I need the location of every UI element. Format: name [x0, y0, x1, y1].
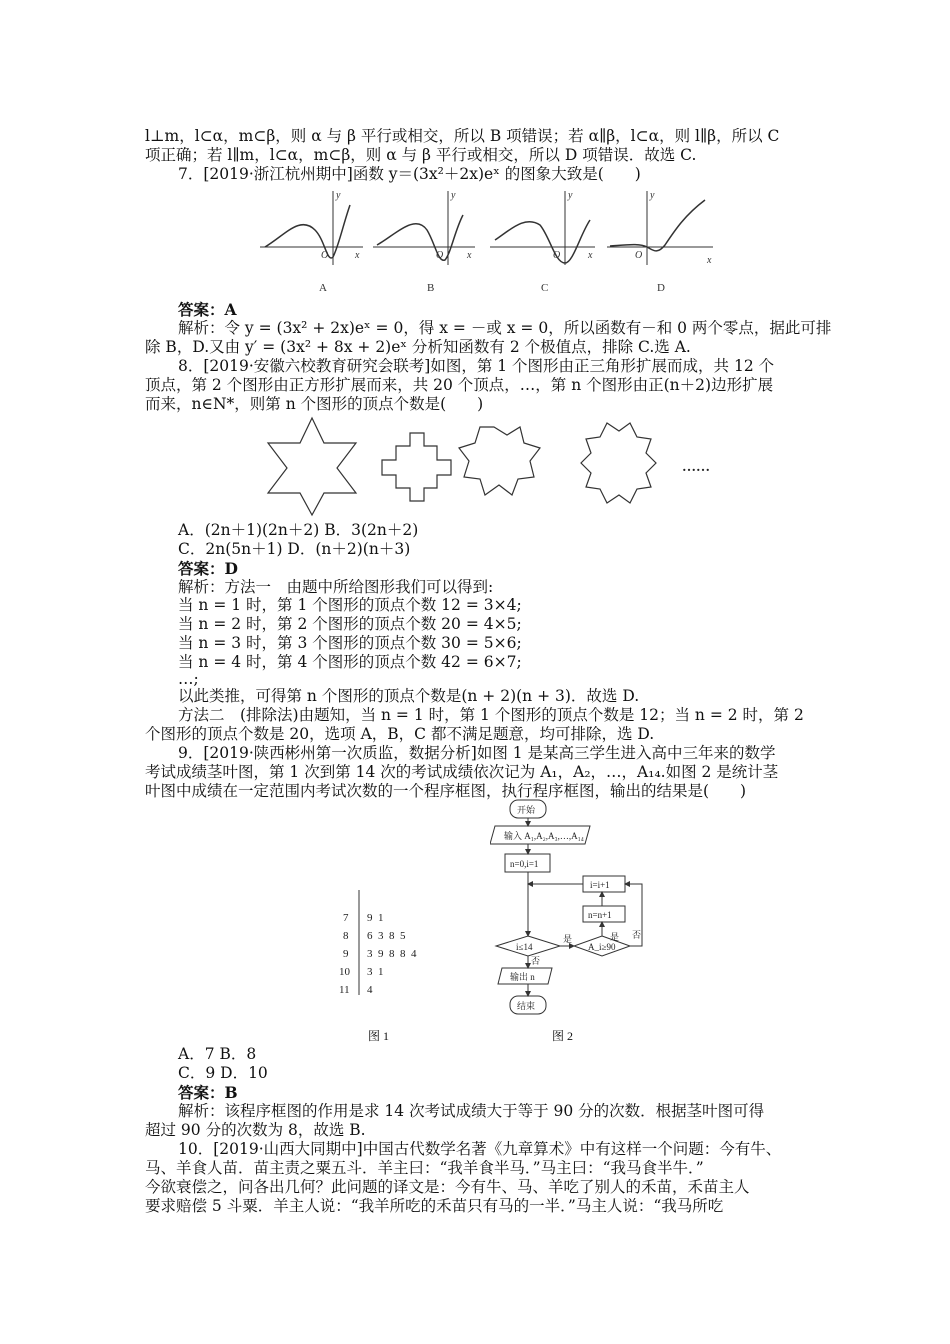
- svg-text:y: y: [650, 190, 655, 201]
- text-line: 除 B，D.又由 y′ = (3x² + 8x + 2)eˣ 分析知函数有 2 个极值点，排除 C.选 A.: [145, 338, 691, 356]
- ellipsis: ……: [682, 460, 710, 475]
- flow-init: n=0,i=1: [510, 859, 539, 869]
- text-line: l⊥m，l⊂α，m⊂β，则 α 与 β 平行或相交，所以 B 项错误；若 α∥β，l⊂α，则 l∥β，所以 C: [145, 127, 780, 145]
- text-line: 顶点，第 2 个图形由正方形扩展而来，共 20 个顶点，…，第 n 个图形由正(n＋2)边形扩展: [145, 376, 774, 394]
- flow-yes: 是: [563, 934, 573, 944]
- svg-text:y: y: [568, 190, 573, 201]
- leaves: 6 3 8 5: [367, 930, 406, 942]
- text-line: 解析：方法一 由题中所给图形我们可以得到:: [178, 578, 494, 596]
- text-line: 考试成绩茎叶图，第 1 次到第 14 次的考试成绩依次记为 A₁，A₂，…，A₁₄.如图 2 是统计茎: [145, 763, 779, 781]
- svg-text:y: y: [451, 190, 456, 201]
- leaves: 4: [367, 984, 373, 996]
- choices-9-ab: A．7 B．8: [178, 1045, 257, 1063]
- stem: 11: [339, 984, 350, 996]
- y-axis-label: y: [336, 190, 341, 201]
- origin-label: O: [321, 250, 329, 261]
- leaves: 3 1: [367, 966, 384, 978]
- flow-no: 否: [632, 930, 642, 940]
- stem: 7: [343, 912, 349, 924]
- leaves: 3 9 8 8 4: [367, 948, 417, 960]
- svg-text:O: O: [553, 250, 561, 261]
- svg-text:O: O: [635, 250, 643, 261]
- text-line: 项正确；若 l∥m，l⊂α，m⊂β，则 α 与 β 平行或相交，所以 D 项错误．故选 C.: [145, 146, 697, 164]
- flow-no-2: 否: [531, 956, 541, 966]
- flow-input: 输入 A₁,A₂,A₃,…,A₁₄: [504, 831, 584, 841]
- text-line: 今欲衰偿之，问各出几何？此问题的译文是：今有牛、马、羊吃了别人的禾苗，禾苗主人: [145, 1178, 750, 1196]
- question-7: 7．[2019·浙江杭州期中]函数 y＝(3x²＋2x)eˣ 的图象大致是( ): [178, 165, 641, 183]
- figure-1-caption: 图 1: [368, 1029, 390, 1043]
- text-line: 方法二 (排除法)由题知，当 n = 1 时，第 1 个图形的顶点个数是 12；当 n = 2 时，第 2: [178, 706, 804, 724]
- text-line: 个图形的顶点个数是 20，选项 A，B，C 都不满足题意，均可排除，选 D.: [145, 725, 655, 743]
- flow-inc-n: n=n+1: [588, 910, 612, 920]
- text-line: 当 n = 4 时，第 4 个图形的顶点个数 42 = 6×7;: [178, 653, 522, 671]
- stem-leaf-plot: [335, 885, 455, 1000]
- text-line: 以此类推，可得第 n 个图形的顶点个数是(n + 2)(n + 3)．故选 D.: [178, 687, 640, 705]
- x-axis-label: x: [355, 250, 360, 261]
- flow-start: 开始: [517, 805, 536, 815]
- choices-9-cd: C．9 D．10: [178, 1064, 268, 1082]
- svg-text:x: x: [588, 250, 593, 261]
- text-line: 而来，n∈N*，则第 n 个图形的顶点个数是( ): [145, 395, 484, 413]
- stem: 8: [343, 930, 349, 942]
- svg-text:x: x: [707, 255, 712, 266]
- flow-end: 结束: [517, 1001, 536, 1011]
- flow-inc-i: i=i+1: [590, 880, 610, 890]
- leaves: 9 1: [367, 912, 384, 924]
- question-8: 8．[2019·安徽六校教育研究会联考]如图，第 1 个图形由正三角形扩展而成，共 12 个: [178, 357, 775, 375]
- graph-option-b: B: [427, 282, 435, 294]
- q8-polygon-figures: [262, 413, 732, 521]
- text-line: 当 n = 1 时，第 1 个图形的顶点个数 12 = 3×4;: [178, 596, 522, 614]
- program-flowchart: [490, 798, 665, 1020]
- graph-option-a: A: [319, 282, 327, 294]
- flow-cond-a: A_i≥90: [588, 942, 616, 952]
- text-line: 超过 90 分的次数为 8，故选 B.: [145, 1121, 366, 1139]
- answer-7: 答案：A: [178, 300, 237, 319]
- text-line: 要求赔偿 5 斗粟．羊主人说：“我羊所吃的禾苗只有马的一半．”马主人说：“我马所吃: [145, 1197, 724, 1215]
- stem: 10: [339, 966, 350, 978]
- text-line: …;: [178, 670, 199, 688]
- choices-8-cd: C．2n(5n＋1) D．(n＋2)(n＋3): [178, 540, 411, 558]
- flow-output: 输出 n: [510, 972, 535, 982]
- answer-9: 答案：B: [178, 1083, 238, 1102]
- figure-2-caption: 图 2: [552, 1029, 574, 1043]
- text-line: 解析：令 y = (3x² + 2x)eˣ = 0，得 x = －或 x = 0，所以函数有－和 0 两个零点，据此可排: [178, 319, 832, 337]
- choices-8-ab: A．(2n＋1)(2n＋2) B．3(2n＋2): [178, 521, 419, 539]
- flow-cond-i: i≤14: [516, 942, 533, 952]
- text-line: 当 n = 2 时，第 2 个图形的顶点个数 20 = 4×5;: [178, 615, 522, 633]
- flow-yes-2: 是: [610, 932, 620, 942]
- q7-function-graphs: [255, 185, 725, 297]
- text-line: 马、羊食人苗．苗主责之粟五斗．羊主曰：“我羊食半马．”马主曰：“我马食半牛．”: [145, 1159, 704, 1177]
- svg-text:O: O: [436, 250, 444, 261]
- question-9: 9．[2019·陕西彬州第一次质监，数据分析]如图 1 是某高三学生进入高中三年来的数学: [178, 744, 776, 762]
- text-line: 解析：该程序框图的作用是求 14 次考试成绩大于等于 90 分的次数．根据茎叶图可得: [178, 1102, 765, 1120]
- svg-text:x: x: [467, 250, 472, 261]
- question-10: 10．[2019·山西大同期中]中国古代数学名著《九章算术》中有这样一个问题：今有牛、: [178, 1140, 782, 1158]
- answer-8: 答案：D: [178, 559, 238, 578]
- stem: 9: [343, 948, 349, 960]
- graph-option-d: D: [657, 282, 665, 294]
- graph-option-c: C: [541, 282, 549, 294]
- text-line: 叶图中成绩在一定范围内考试次数的一个程序框图，执行程序框图，输出的结果是( ): [145, 782, 747, 800]
- text-line: 当 n = 3 时，第 3 个图形的顶点个数 30 = 5×6;: [178, 634, 522, 652]
